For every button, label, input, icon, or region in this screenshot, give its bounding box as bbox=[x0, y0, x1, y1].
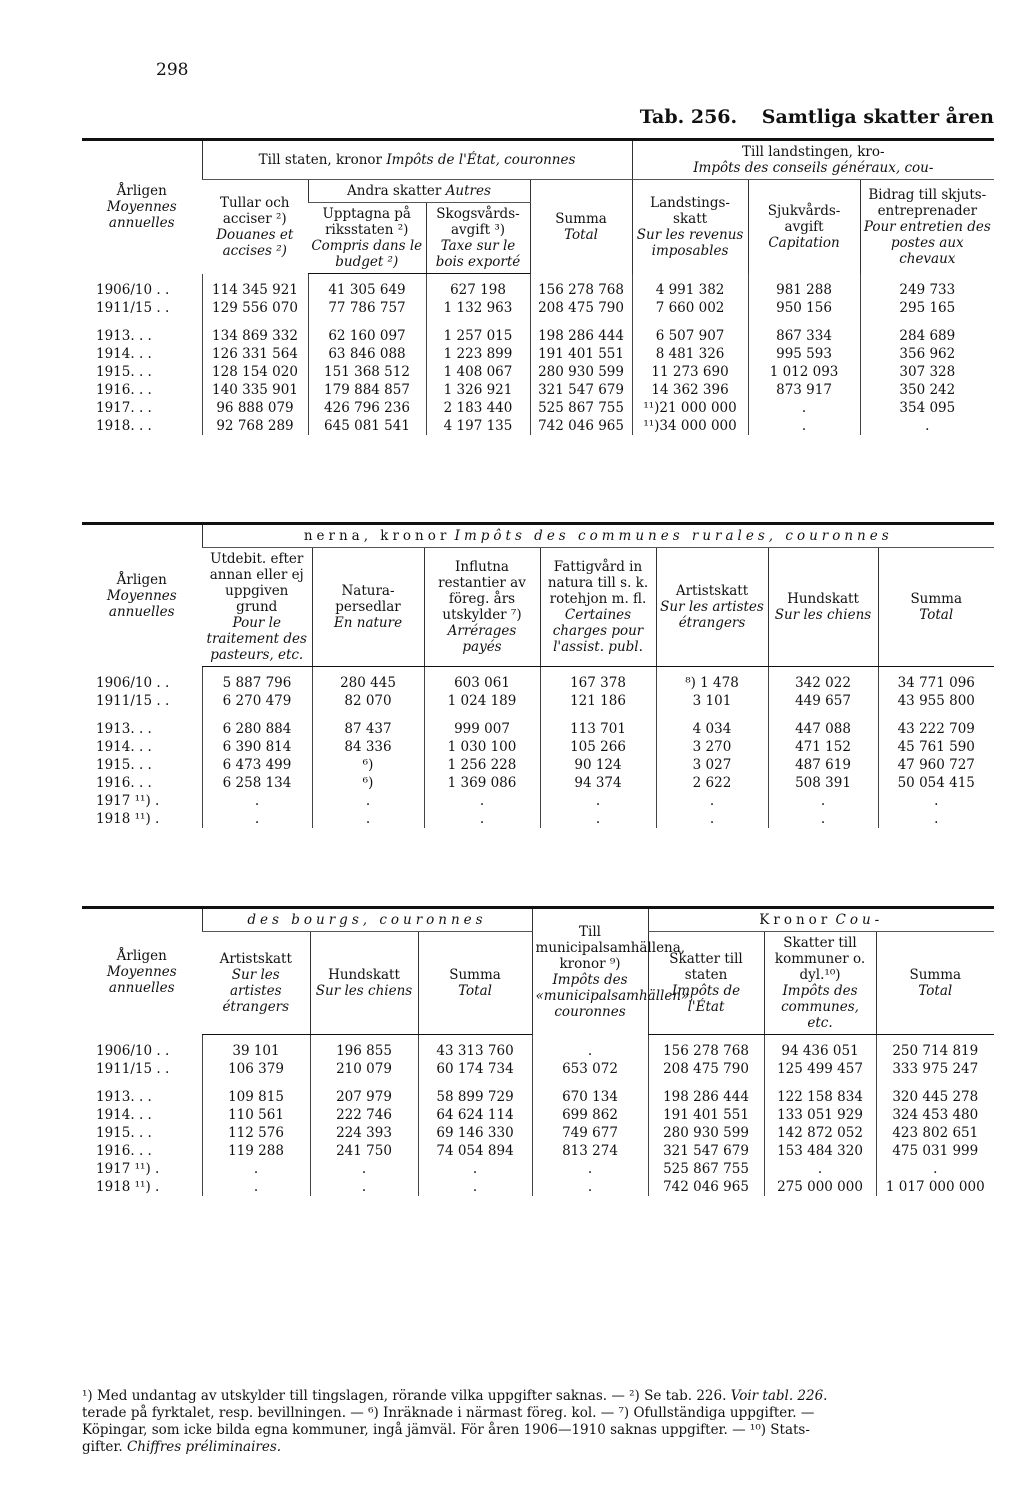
table-row bbox=[82, 1160, 994, 1178]
table-cell: 1 408 067 bbox=[426, 363, 530, 381]
col-artistskatt: Artistskatt Sur les artistes étrangers bbox=[656, 548, 768, 667]
col-summa-rural: Summa Total bbox=[878, 548, 994, 667]
bourgs-group-header: des bourgs, couronnes bbox=[202, 909, 532, 932]
table-cell: 1 017 000 000 bbox=[876, 1178, 994, 1196]
table-cell: 58 899 729 bbox=[418, 1088, 532, 1106]
table-cell: 653 072 bbox=[532, 1060, 648, 1078]
table-cell: 1 369 086 bbox=[424, 774, 540, 792]
table-cell: 350 242 bbox=[860, 381, 994, 399]
col-hundskatt-3: Hundskatt Sur les chiens bbox=[310, 932, 418, 1035]
table-cell: 1 012 093 bbox=[748, 363, 860, 381]
table-cell: 2 622 bbox=[656, 774, 768, 792]
table-cell: 354 095 bbox=[860, 399, 994, 417]
table-cell: 142 872 052 bbox=[764, 1124, 876, 1142]
table-cell: 82 070 bbox=[312, 692, 424, 710]
year-cell: 1917 ¹¹) . bbox=[96, 1161, 160, 1177]
table-cell: 749 677 bbox=[532, 1124, 648, 1142]
col-tullar: Tullar och acciser ²) Douanes et accises ²) bbox=[216, 194, 294, 259]
table-cell: 210 079 bbox=[310, 1060, 418, 1078]
year-cell: 1918. . . bbox=[96, 418, 152, 434]
table-cell: 1 024 189 bbox=[424, 692, 540, 710]
table-cell: 133 051 929 bbox=[764, 1106, 876, 1124]
footnote-line: gifter. bbox=[82, 1439, 123, 1455]
table-cell: 69 146 330 bbox=[418, 1124, 532, 1142]
year-cell: 1916. . . bbox=[96, 382, 152, 398]
table-cell: 867 334 bbox=[748, 327, 860, 345]
table-cell: 487 619 bbox=[768, 756, 878, 774]
table-row bbox=[82, 720, 994, 738]
table-cell: . bbox=[424, 792, 540, 810]
table-cell: 1 030 100 bbox=[424, 738, 540, 756]
table-cell: 1 223 899 bbox=[426, 345, 530, 363]
table-cell: . bbox=[418, 1178, 532, 1196]
table-cell: 1 132 963 bbox=[426, 299, 530, 317]
table-cell: 129 556 070 bbox=[202, 299, 308, 317]
table-cell: 508 391 bbox=[768, 774, 878, 792]
table-cell: . bbox=[202, 792, 312, 810]
table-cell: 121 186 bbox=[540, 692, 656, 710]
year-cell: 1913. . . bbox=[96, 328, 152, 344]
table-cell: 525 867 755 bbox=[530, 399, 632, 417]
section-rural-communes bbox=[82, 522, 994, 828]
table-cell: 7 660 002 bbox=[632, 299, 748, 317]
year-cell: 1911/15 . . bbox=[96, 1061, 170, 1077]
table-cell: 280 930 599 bbox=[648, 1124, 764, 1142]
col-kommuner: Skatter till kommuner o. dyl.¹⁰) Impôts des communes, etc. bbox=[764, 932, 876, 1035]
table-cell: 198 286 444 bbox=[530, 327, 632, 345]
table-cell: 77 786 757 bbox=[308, 299, 426, 317]
table-cell: 60 174 734 bbox=[418, 1060, 532, 1078]
table-row bbox=[82, 417, 994, 435]
table-cell: 1 326 921 bbox=[426, 381, 530, 399]
year-cell: 1915. . . bbox=[96, 364, 152, 380]
table-cell: 2 183 440 bbox=[426, 399, 530, 417]
table-cell: 134 869 332 bbox=[202, 327, 308, 345]
table-cell: 224 393 bbox=[310, 1124, 418, 1142]
table-cell: ⁶) bbox=[312, 756, 424, 774]
table-cell: . bbox=[418, 1160, 532, 1178]
table-cell: . bbox=[768, 810, 878, 828]
table-cell: 742 046 965 bbox=[648, 1178, 764, 1196]
table-cell: 110 561 bbox=[202, 1106, 310, 1124]
table-cell: 3 101 bbox=[656, 692, 768, 710]
table-cell: 87 437 bbox=[312, 720, 424, 738]
col-landsting: Landstings-skatt Sur les revenus imposables bbox=[632, 180, 748, 274]
table-cell: 106 379 bbox=[202, 1060, 310, 1078]
table-cell: 43 313 760 bbox=[418, 1035, 532, 1061]
table-cell: . bbox=[532, 1178, 648, 1196]
year-cell: 1916. . . bbox=[96, 1143, 152, 1159]
table-cell: 114 345 921 bbox=[202, 274, 308, 300]
table-cell: 128 154 020 bbox=[202, 363, 308, 381]
table-cell: 5 887 796 bbox=[202, 667, 312, 693]
table-row bbox=[82, 1035, 994, 1061]
year-cell: 1913. . . bbox=[96, 1089, 152, 1105]
footnote-line-fr: Chiffres préliminaires. bbox=[126, 1439, 282, 1455]
col-artistskatt-3: Artistskatt Sur les artistes étrangers bbox=[202, 932, 310, 1035]
table-cell: 90 124 bbox=[540, 756, 656, 774]
table-cell: 342 022 bbox=[768, 667, 878, 693]
table-cell: 47 960 727 bbox=[878, 756, 994, 774]
year-cell: 1911/15 . . bbox=[96, 300, 170, 316]
table-cell: . bbox=[876, 1160, 994, 1178]
table-cell: 324 453 480 bbox=[876, 1106, 994, 1124]
table-cell: 4 991 382 bbox=[632, 274, 748, 300]
table-cell: 250 714 819 bbox=[876, 1035, 994, 1061]
table-cell: 1 257 015 bbox=[426, 327, 530, 345]
table-cell: 92 768 289 bbox=[202, 417, 308, 435]
table-cell: 74 054 894 bbox=[418, 1142, 532, 1160]
table-cell: . bbox=[540, 792, 656, 810]
table-cell: . bbox=[656, 792, 768, 810]
col-skogsvard: Skogsvårds-avgift ³) Taxe sur le bois exporté bbox=[426, 203, 530, 274]
year-cell: 1917. . . bbox=[96, 400, 152, 416]
table-cell: 525 867 755 bbox=[648, 1160, 764, 1178]
table-cell: . bbox=[878, 810, 994, 828]
table-cell: ¹¹)34 000 000 bbox=[632, 417, 748, 435]
table-cell: 1 256 228 bbox=[424, 756, 540, 774]
section-state-county bbox=[82, 138, 994, 435]
table-cell: 4 197 135 bbox=[426, 417, 530, 435]
table-cell: 3 270 bbox=[656, 738, 768, 756]
table-title: Samtliga skatter åren bbox=[761, 106, 994, 128]
table-cell: 126 331 564 bbox=[202, 345, 308, 363]
table-row bbox=[82, 1060, 994, 1078]
footnotes bbox=[82, 1388, 994, 1456]
table-cell: 280 445 bbox=[312, 667, 424, 693]
table-cell: 699 862 bbox=[532, 1106, 648, 1124]
table-cell: ⁸) 1 478 bbox=[656, 667, 768, 693]
table-cell: . bbox=[748, 399, 860, 417]
table-cell: 112 576 bbox=[202, 1124, 310, 1142]
table-row bbox=[82, 327, 994, 345]
col-total: Summa Total bbox=[876, 932, 994, 1035]
table-cell: 167 378 bbox=[540, 667, 656, 693]
table-cell: 3 027 bbox=[656, 756, 768, 774]
table-cell: 96 888 079 bbox=[202, 399, 308, 417]
rural-group-header: nerna, kronor Impôts des communes rurales, couronnes bbox=[202, 525, 994, 548]
table-cell: . bbox=[424, 810, 540, 828]
table-cell: 449 657 bbox=[768, 692, 878, 710]
table-cell: 14 362 396 bbox=[632, 381, 748, 399]
table-cell: 122 158 834 bbox=[764, 1088, 876, 1106]
table-cell: 140 335 901 bbox=[202, 381, 308, 399]
table-row bbox=[82, 692, 994, 710]
table-cell: 207 979 bbox=[310, 1088, 418, 1106]
table-cell: . bbox=[202, 1160, 310, 1178]
section3-body bbox=[82, 1035, 994, 1197]
table-cell: 208 475 790 bbox=[648, 1060, 764, 1078]
table-number: Tab. 256. bbox=[639, 106, 738, 128]
table-cell: 321 547 679 bbox=[648, 1142, 764, 1160]
table-cell: 241 750 bbox=[310, 1142, 418, 1160]
table-row bbox=[82, 274, 994, 300]
table-cell: . bbox=[860, 417, 994, 435]
table-cell: . bbox=[310, 1178, 418, 1196]
table-cell: 196 855 bbox=[310, 1035, 418, 1061]
table-row bbox=[82, 345, 994, 363]
col-upptagna: Upptagna på riksstaten ²) Compris dans le budget ²) bbox=[308, 203, 426, 274]
table-cell: 113 701 bbox=[540, 720, 656, 738]
table-cell: 873 917 bbox=[748, 381, 860, 399]
table-cell: . bbox=[540, 810, 656, 828]
table-cell: 6 270 479 bbox=[202, 692, 312, 710]
table-cell: 6 280 884 bbox=[202, 720, 312, 738]
table-cell: 119 288 bbox=[202, 1142, 310, 1160]
year-cell: 1906/10 . . bbox=[96, 674, 170, 691]
footnote-line: Köpingar, som icke bilda egna kommuner, ingå jämväl. För åren 1906—1910 saknas uppgifter. — ¹⁰) Stats- bbox=[82, 1422, 810, 1438]
table-cell: 627 198 bbox=[426, 274, 530, 300]
table-cell: 50 054 415 bbox=[878, 774, 994, 792]
table-cell: 63 846 088 bbox=[308, 345, 426, 363]
table-cell: 4 034 bbox=[656, 720, 768, 738]
table-cell: . bbox=[202, 1178, 310, 1196]
table-cell: . bbox=[310, 1160, 418, 1178]
year-cell: 1915. . . bbox=[96, 1125, 152, 1141]
table-cell: 43 955 800 bbox=[878, 692, 994, 710]
year-cell: 1914. . . bbox=[96, 739, 152, 755]
table-cell: 742 046 965 bbox=[530, 417, 632, 435]
year-cell: 1906/10 . . bbox=[96, 1042, 170, 1059]
year-header: Årligen Moyennes annuelles bbox=[106, 183, 177, 232]
table-cell: . bbox=[532, 1035, 648, 1061]
col-hundskatt: Hundskatt Sur les chiens bbox=[768, 548, 878, 667]
table-cell: 307 328 bbox=[860, 363, 994, 381]
table-cell: 94 374 bbox=[540, 774, 656, 792]
table-cell: 981 288 bbox=[748, 274, 860, 300]
table-cell: 62 160 097 bbox=[308, 327, 426, 345]
col-influtna: Influtna restantier av föreg. års utskylder ⁷) Arrérages payés bbox=[424, 548, 540, 667]
table-cell: 275 000 000 bbox=[764, 1178, 876, 1196]
other-taxes-header: Andra skatter Autres bbox=[308, 180, 530, 203]
footnote-line: ¹) Med undantag av utskylder till tingslagen, rörande vilka uppgifter saknas. — ²) Se tab. 226. bbox=[82, 1388, 727, 1404]
table-cell: 670 134 bbox=[532, 1088, 648, 1106]
state-group-header: Till staten, kronor Impôts de l'État, couronnes bbox=[202, 141, 632, 180]
table-cell: 950 156 bbox=[748, 299, 860, 317]
table-cell: 813 274 bbox=[532, 1142, 648, 1160]
col-bidrag: Bidrag till skjuts-entreprenader Pour entretien des postes aux chevaux bbox=[860, 180, 994, 274]
page-number: 298 bbox=[156, 60, 189, 80]
table-cell: 603 061 bbox=[424, 667, 540, 693]
table-cell: 6 258 134 bbox=[202, 774, 312, 792]
footnote-line-fr: Voir tabl. 226. bbox=[730, 1388, 828, 1404]
table-cell: 999 007 bbox=[424, 720, 540, 738]
table-cell: 64 624 114 bbox=[418, 1106, 532, 1124]
table-cell: . bbox=[312, 810, 424, 828]
table-cell: . bbox=[768, 792, 878, 810]
col-staten: Skatter till staten Impôts de l'État bbox=[648, 932, 764, 1035]
table-row bbox=[82, 738, 994, 756]
table-cell: 321 547 679 bbox=[530, 381, 632, 399]
table-cell: 320 445 278 bbox=[876, 1088, 994, 1106]
table-cell: 249 733 bbox=[860, 274, 994, 300]
table-row bbox=[82, 399, 994, 417]
table-cell: 333 975 247 bbox=[876, 1060, 994, 1078]
table-cell: 6 507 907 bbox=[632, 327, 748, 345]
table-row bbox=[82, 1178, 994, 1196]
table-cell: 84 336 bbox=[312, 738, 424, 756]
table-cell: 356 962 bbox=[860, 345, 994, 363]
table-cell: 34 771 096 bbox=[878, 667, 994, 693]
table-cell: 125 499 457 bbox=[764, 1060, 876, 1078]
table-cell: 156 278 768 bbox=[530, 274, 632, 300]
col-natura: Natura-persedlar En nature bbox=[312, 548, 424, 667]
table-cell: 222 746 bbox=[310, 1106, 418, 1124]
table-cell: 475 031 999 bbox=[876, 1142, 994, 1160]
year-cell: 1914. . . bbox=[96, 1107, 152, 1123]
table-cell: . bbox=[878, 792, 994, 810]
table-cell: 43 222 709 bbox=[878, 720, 994, 738]
table-row bbox=[82, 792, 994, 810]
year-header-2: Årligen Moyennes annuelles bbox=[106, 571, 177, 620]
table-cell: ¹¹)21 000 000 bbox=[632, 399, 748, 417]
table-cell: 94 436 051 bbox=[764, 1035, 876, 1061]
table-cell: ⁶) bbox=[312, 774, 424, 792]
table-cell: 471 152 bbox=[768, 738, 878, 756]
table-cell: 11 273 690 bbox=[632, 363, 748, 381]
col-municipal: Till municipalsamhällena, kronor ⁹) Impôts des «municipalsamhällen», couronnes bbox=[532, 909, 648, 1035]
table-cell: . bbox=[656, 810, 768, 828]
table-cell: 191 401 551 bbox=[530, 345, 632, 363]
table-cell: 6 473 499 bbox=[202, 756, 312, 774]
year-cell: 1918 ¹¹) . bbox=[96, 811, 160, 827]
year-cell: 1914. . . bbox=[96, 346, 152, 362]
table-cell: 198 286 444 bbox=[648, 1088, 764, 1106]
table-cell: . bbox=[748, 417, 860, 435]
table-row bbox=[82, 299, 994, 317]
table-cell: . bbox=[202, 810, 312, 828]
table-cell: 105 266 bbox=[540, 738, 656, 756]
section1-body bbox=[82, 274, 994, 436]
year-cell: 1916. . . bbox=[96, 775, 152, 791]
footnote-line: terade på fyrktalet, resp. bevillningen. — ⁶) Inräknade i närmast föreg. kol. — ⁷) Ofullständiga uppgifter. — bbox=[82, 1405, 815, 1421]
year-cell: 1906/10 . . bbox=[96, 281, 170, 298]
col-utdebit: Utdebit. efter annan eller ej uppgiven grund Pour le traitement des pasteurs, etc. bbox=[202, 548, 312, 667]
table-cell: . bbox=[532, 1160, 648, 1178]
table-row bbox=[82, 774, 994, 792]
table-cell: 41 305 649 bbox=[308, 274, 426, 300]
table-cell: 645 081 541 bbox=[308, 417, 426, 435]
table-cell: 39 101 bbox=[202, 1035, 310, 1061]
table-row bbox=[82, 1088, 994, 1106]
section-bourgs-totals bbox=[82, 906, 994, 1196]
table-row bbox=[82, 756, 994, 774]
table-cell: 295 165 bbox=[860, 299, 994, 317]
table-row bbox=[82, 363, 994, 381]
col-fattigvard: Fattigvård in natura till s. k. rotehjon m. fl. Certaines charges pour l'assist. publ. bbox=[540, 548, 656, 667]
table-cell: 208 475 790 bbox=[530, 299, 632, 317]
kronor-group-header: Kronor Cou- bbox=[648, 909, 994, 932]
year-cell: 1911/15 . . bbox=[96, 693, 170, 709]
year-cell: 1915. . . bbox=[96, 757, 152, 773]
table-cell: 8 481 326 bbox=[632, 345, 748, 363]
table-cell: 6 390 814 bbox=[202, 738, 312, 756]
year-cell: 1913. . . bbox=[96, 721, 152, 737]
table-cell: 179 884 857 bbox=[308, 381, 426, 399]
table-row bbox=[82, 810, 994, 828]
table-cell: 426 796 236 bbox=[308, 399, 426, 417]
table-cell: 45 761 590 bbox=[878, 738, 994, 756]
table-row bbox=[82, 381, 994, 399]
table-cell: 153 484 320 bbox=[764, 1142, 876, 1160]
table-cell: 191 401 551 bbox=[648, 1106, 764, 1124]
table-cell: . bbox=[764, 1160, 876, 1178]
year-cell: 1917 ¹¹) . bbox=[96, 793, 160, 809]
table-cell: . bbox=[312, 792, 424, 810]
table-cell: 151 368 512 bbox=[308, 363, 426, 381]
col-sjukvard: Sjukvårds-avgift Capitation bbox=[748, 180, 860, 274]
table-cell: 280 930 599 bbox=[530, 363, 632, 381]
col-summa-bourgs: Summa Total bbox=[418, 932, 532, 1035]
table-row bbox=[82, 1106, 994, 1124]
table-cell: 995 593 bbox=[748, 345, 860, 363]
col-summa-state: Summa Total bbox=[530, 180, 632, 274]
county-group-header: Till landstingen, kro- Impôts des conseils généraux, cou- bbox=[632, 141, 994, 180]
table-cell: 423 802 651 bbox=[876, 1124, 994, 1142]
table-cell: 447 088 bbox=[768, 720, 878, 738]
table-row bbox=[82, 1124, 994, 1142]
table-cell: 109 815 bbox=[202, 1088, 310, 1106]
table-cell: 156 278 768 bbox=[648, 1035, 764, 1061]
table-row bbox=[82, 667, 994, 693]
section2-body bbox=[82, 667, 994, 829]
table-row bbox=[82, 1142, 994, 1160]
year-cell: 1918 ¹¹) . bbox=[96, 1179, 160, 1195]
page-title bbox=[640, 106, 994, 128]
year-header-3: Årligen Moyennes annuelles bbox=[106, 947, 177, 996]
table-cell: 284 689 bbox=[860, 327, 994, 345]
